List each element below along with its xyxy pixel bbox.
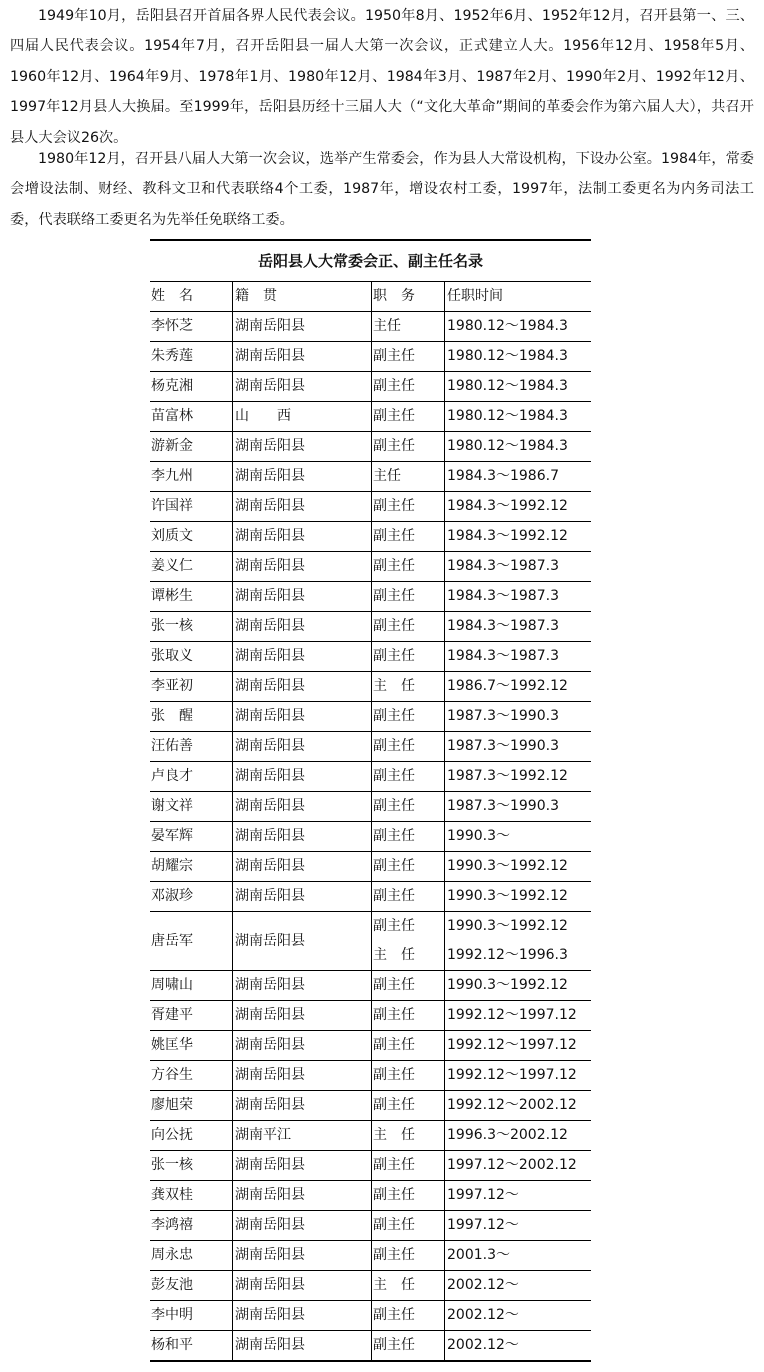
cell-origin: 湖南岳阳县 [233, 1061, 372, 1091]
cell-origin: 湖南岳阳县 [233, 1031, 372, 1061]
table-row [150, 852, 591, 882]
cell-post [372, 1301, 445, 1331]
cell-name: 李亚初 [150, 672, 233, 702]
cell-name: 龚双桂 [150, 1181, 233, 1211]
cell-term [445, 732, 592, 762]
cell-origin: 湖南岳阳县 [233, 372, 372, 402]
term-line: 1987.3～1992.12 [447, 768, 568, 784]
cell-post [372, 402, 445, 432]
table-row [150, 432, 591, 462]
cell-origin: 湖南岳阳县 [233, 702, 372, 732]
term-line: 1997.12～ [447, 1217, 519, 1233]
table-row [150, 882, 591, 912]
table-row [150, 912, 591, 971]
cell-post [372, 882, 445, 912]
cell-name: 许国祥 [150, 492, 233, 522]
post-line: 副主任 [373, 918, 415, 934]
post-line: 副主任 [373, 1157, 415, 1173]
standing-committee-paragraph: 1980年12月，召开县八届人大第一次会议，选举产生常委会，作为县人大常设机构，下设办公室。1984年，常委会增设法制、财经、教科文卫和代表联络4个工委，1987年，增设农村工委，1997年，法制工委更名为内务司法工委，代表联络工委更名为先举任免联络工委。 [10, 151, 754, 228]
post-line: 副主任 [373, 1307, 415, 1323]
intro-paragraph: 1949年10月，岳阳县召开首届各界人民代表会议。1950年8月、1952年6月、1952年12月，召开县第一、三、四届人民代表会议。1954年7月，召开岳阳县一届人大第一次会议，正式建立人大。1956年12月、1958年5月、1960年12月、1964年9月、1978年1月、1980年12月、1984年3月、1987年2月、1990年2月、1992年12月、1997年12月县人大换届。至1999年，岳阳县历经十三届人大（“文化大革命”期间的革委会作为第六届人大），共召开县人大会议26次。 [10, 8, 754, 146]
cell-origin: 湖南岳阳县 [233, 971, 372, 1001]
term-line: 1984.3～1992.12 [447, 528, 568, 544]
cell-term [445, 462, 592, 492]
table-row [150, 372, 591, 402]
table-row [150, 762, 591, 792]
post-line: 副主任 [373, 798, 415, 814]
table-row [150, 402, 591, 432]
cell-origin: 湖南岳阳县 [233, 462, 372, 492]
post-line: 副主任 [373, 1217, 415, 1233]
post-line: 主任 [373, 468, 401, 484]
post-line: 副主任 [373, 1067, 415, 1083]
cell-origin: 湖南岳阳县 [233, 432, 372, 462]
post-line: 副主任 [373, 438, 415, 454]
table-row [150, 971, 591, 1001]
table-row [150, 522, 591, 552]
post-line: 副主任 [373, 378, 415, 394]
cell-name: 谭彬生 [150, 582, 233, 612]
cell-post [372, 1151, 445, 1181]
cell-post [372, 971, 445, 1001]
cell-term [445, 612, 592, 642]
cell-post [372, 1061, 445, 1091]
term-line: 1990.3～1992.12 [447, 858, 568, 874]
cell-term [445, 1001, 592, 1031]
cell-origin: 湖南岳阳县 [233, 342, 372, 372]
cell-post [372, 462, 445, 492]
cell-term [445, 492, 592, 522]
cell-name: 姚匡华 [150, 1031, 233, 1061]
table-row [150, 792, 591, 822]
cell-post [372, 552, 445, 582]
table-bottom-rule [150, 1360, 591, 1362]
cell-term [445, 522, 592, 552]
cell-origin: 湖南岳阳县 [233, 492, 372, 522]
term-line: 1990.3～ [447, 828, 510, 844]
cell-name: 胡耀宗 [150, 852, 233, 882]
term-line: 1984.3～1992.12 [447, 498, 568, 514]
cell-name: 卢良才 [150, 762, 233, 792]
cell-term [445, 912, 592, 971]
table-row [150, 822, 591, 852]
term-line: 1980.12～1984.3 [447, 408, 568, 424]
post-line: 副主任 [373, 858, 415, 874]
table-row [150, 1331, 591, 1361]
post-line: 副主任 [373, 498, 415, 514]
cell-origin: 湖南平江 [233, 1121, 372, 1151]
cell-name: 李九州 [150, 462, 233, 492]
cell-origin: 湖南岳阳县 [233, 1181, 372, 1211]
post-line: 副主任 [373, 708, 415, 724]
header-post: 职 务 [372, 282, 445, 312]
term-line: 1987.3～1990.3 [447, 798, 559, 814]
cell-origin: 湖南岳阳县 [233, 642, 372, 672]
cell-name: 唐岳军 [150, 912, 233, 971]
table-row [150, 1001, 591, 1031]
term-line: 1990.3～1992.12 [447, 888, 568, 904]
post-line: 副主任 [373, 1097, 415, 1113]
term-line: 2001.3～ [447, 1247, 510, 1263]
cell-origin: 湖南岳阳县 [233, 1301, 372, 1331]
cell-term [445, 1331, 592, 1361]
cell-name: 周永忠 [150, 1241, 233, 1271]
table-row [150, 1091, 591, 1121]
post-line: 副主任 [373, 977, 415, 993]
cell-name: 苗富林 [150, 402, 233, 432]
table-row [150, 1151, 591, 1181]
term-line: 1992.12～1996.3 [447, 947, 568, 963]
cell-origin: 湖南岳阳县 [233, 312, 372, 342]
cell-post [372, 792, 445, 822]
post-line: 副主任 [373, 768, 415, 784]
term-line: 1986.7～1992.12 [447, 678, 568, 694]
cell-term [445, 312, 592, 342]
header-origin: 籍 贯 [233, 282, 372, 312]
post-line: 副主任 [373, 1337, 415, 1353]
post-line: 副主任 [373, 528, 415, 544]
table-row [150, 342, 591, 372]
table-row [150, 1121, 591, 1151]
cell-term [445, 642, 592, 672]
term-line: 1980.12～1984.3 [447, 318, 568, 334]
cell-term [445, 432, 592, 462]
table-row [150, 1031, 591, 1061]
term-line: 1997.12～2002.12 [447, 1157, 577, 1173]
header-term: 任职时间 [447, 288, 503, 304]
cell-post [372, 1331, 445, 1361]
cell-post [372, 372, 445, 402]
cell-name: 李怀芝 [150, 312, 233, 342]
cell-name: 谢文祥 [150, 792, 233, 822]
post-line: 主 任 [373, 678, 415, 694]
cell-name: 晏军辉 [150, 822, 233, 852]
term-line: 1997.12～ [447, 1187, 519, 1203]
cell-term [445, 1181, 592, 1211]
cell-post [372, 702, 445, 732]
post-line: 副主任 [373, 648, 415, 664]
table-row [150, 1211, 591, 1241]
term-line: 1987.3～1990.3 [447, 738, 559, 754]
cell-name: 李鸿禧 [150, 1211, 233, 1241]
cell-origin: 湖南岳阳县 [233, 882, 372, 912]
cell-name: 张一核 [150, 612, 233, 642]
table-row [150, 462, 591, 492]
term-line: 1987.3～1990.3 [447, 708, 559, 724]
table-row [150, 1271, 591, 1301]
cell-name: 周啸山 [150, 971, 233, 1001]
post-line: 主任 [373, 318, 401, 334]
term-line: 1980.12～1984.3 [447, 378, 568, 394]
term-line: 1984.3～1987.3 [447, 618, 559, 634]
cell-term [445, 1301, 592, 1331]
cell-post [372, 642, 445, 672]
cell-origin: 湖南岳阳县 [233, 1271, 372, 1301]
cell-origin: 湖南岳阳县 [233, 672, 372, 702]
cell-origin: 湖南岳阳县 [233, 822, 372, 852]
cell-name: 姜义仁 [150, 552, 233, 582]
table-row [150, 582, 591, 612]
cell-origin: 湖南岳阳县 [233, 582, 372, 612]
cell-post [372, 582, 445, 612]
cell-term [445, 1241, 592, 1271]
table-row [150, 642, 591, 672]
table-row [150, 612, 591, 642]
post-line: 副主任 [373, 888, 415, 904]
cell-post [372, 612, 445, 642]
term-line: 2002.12～ [447, 1277, 519, 1293]
cell-name: 朱秀莲 [150, 342, 233, 372]
post-line: 副主任 [373, 348, 415, 364]
cell-origin: 湖南岳阳县 [233, 762, 372, 792]
cell-term [445, 1031, 592, 1061]
cell-post [372, 522, 445, 552]
cell-origin: 湖南岳阳县 [233, 552, 372, 582]
cell-origin: 湖南岳阳县 [233, 852, 372, 882]
cell-post [372, 342, 445, 372]
cell-post [372, 732, 445, 762]
cell-term [445, 552, 592, 582]
cell-name: 向公抚 [150, 1121, 233, 1151]
table-title: 岳阳县人大常委会正、副主任名录 [150, 239, 591, 282]
cell-origin: 湖南岳阳县 [233, 612, 372, 642]
cell-post [372, 1091, 445, 1121]
table-row [150, 312, 591, 342]
term-line: 1992.12～1997.12 [447, 1037, 577, 1053]
term-line: 1990.3～1992.12 [447, 918, 568, 934]
table-row [150, 702, 591, 732]
cell-origin: 湖南岳阳县 [233, 912, 372, 971]
cell-origin: 湖南岳阳县 [233, 1001, 372, 1031]
cell-post [372, 762, 445, 792]
cell-term [445, 1271, 592, 1301]
term-line: 1996.3～2002.12 [447, 1127, 568, 1143]
cell-origin: 湖南岳阳县 [233, 1151, 372, 1181]
post-line: 副主任 [373, 618, 415, 634]
cell-name: 汪佑善 [150, 732, 233, 762]
cell-post [372, 822, 445, 852]
cell-term [445, 971, 592, 1001]
cell-post [372, 492, 445, 522]
post-line: 副主任 [373, 408, 415, 424]
term-line: 1980.12～1984.3 [447, 348, 568, 364]
cell-term [445, 852, 592, 882]
cell-term [445, 582, 592, 612]
table-row [150, 1061, 591, 1091]
cell-origin: 湖南岳阳县 [233, 1241, 372, 1271]
term-line: 2002.12～ [447, 1307, 519, 1323]
cell-post [372, 1211, 445, 1241]
header-name: 姓 名 [151, 288, 193, 304]
cell-post [372, 912, 445, 971]
cell-term [445, 372, 592, 402]
cell-origin: 湖南岳阳县 [233, 522, 372, 552]
cell-post [372, 1001, 445, 1031]
cell-name: 张取义 [150, 642, 233, 672]
cell-name: 廖旭荣 [150, 1091, 233, 1121]
term-line: 2002.12～ [447, 1337, 519, 1353]
cell-origin: 湖南岳阳县 [233, 1091, 372, 1121]
table-header-row [150, 282, 591, 312]
table-row [150, 1181, 591, 1211]
cell-term [445, 822, 592, 852]
post-line: 副主任 [373, 1187, 415, 1203]
post-line: 副主任 [373, 1037, 415, 1053]
table-row [150, 1301, 591, 1331]
table-row [150, 552, 591, 582]
cell-term [445, 1091, 592, 1121]
leaders-table [150, 239, 591, 1362]
cell-name: 杨克湘 [150, 372, 233, 402]
cell-post [372, 1271, 445, 1301]
cell-term [445, 762, 592, 792]
term-line: 1992.12～1997.12 [447, 1007, 577, 1023]
cell-post [372, 1121, 445, 1151]
cell-origin: 湖南岳阳县 [233, 792, 372, 822]
cell-term [445, 702, 592, 732]
table-row [150, 732, 591, 762]
cell-name: 游新金 [150, 432, 233, 462]
cell-post [372, 1031, 445, 1061]
cell-term [445, 1211, 592, 1241]
term-line: 1984.3～1987.3 [447, 558, 559, 574]
cell-name: 张一核 [150, 1151, 233, 1181]
cell-name: 胥建平 [150, 1001, 233, 1031]
cell-origin: 山 西 [233, 402, 372, 432]
cell-term [445, 402, 592, 432]
term-line: 1992.12～2002.12 [447, 1097, 577, 1113]
cell-post [372, 432, 445, 462]
term-line: 1980.12～1984.3 [447, 438, 568, 454]
cell-term [445, 1121, 592, 1151]
cell-name: 张 醒 [150, 702, 233, 732]
cell-post [372, 312, 445, 342]
post-line: 副主任 [373, 738, 415, 754]
cell-term [445, 792, 592, 822]
post-line: 副主任 [373, 1247, 415, 1263]
term-line: 1992.12～1997.12 [447, 1067, 577, 1083]
cell-term [445, 342, 592, 372]
post-line: 副主任 [373, 1007, 415, 1023]
post-line: 副主任 [373, 558, 415, 574]
term-line: 1984.3～1987.3 [447, 648, 559, 664]
term-line: 1984.3～1986.7 [447, 468, 559, 484]
term-line: 1984.3～1987.3 [447, 588, 559, 604]
cell-name: 彭友池 [150, 1271, 233, 1301]
cell-name: 方谷生 [150, 1061, 233, 1091]
cell-name: 李中明 [150, 1301, 233, 1331]
post-line: 副主任 [373, 588, 415, 604]
cell-post [372, 1241, 445, 1271]
table-row [150, 672, 591, 702]
cell-term [445, 1061, 592, 1091]
cell-post [372, 852, 445, 882]
post-line: 副主任 [373, 828, 415, 844]
cell-name: 刘质文 [150, 522, 233, 552]
cell-post [372, 1181, 445, 1211]
cell-origin: 湖南岳阳县 [233, 1211, 372, 1241]
cell-origin: 湖南岳阳县 [233, 732, 372, 762]
term-line: 1990.3～1992.12 [447, 977, 568, 993]
cell-name: 杨和平 [150, 1331, 233, 1361]
cell-term [445, 672, 592, 702]
post-line: 主 任 [373, 1127, 415, 1143]
cell-name: 邓淑珍 [150, 882, 233, 912]
cell-term [445, 1151, 592, 1181]
cell-term [445, 882, 592, 912]
post-line: 主 任 [373, 1277, 415, 1293]
table-row [150, 492, 591, 522]
cell-post [372, 672, 445, 702]
cell-origin: 湖南岳阳县 [233, 1331, 372, 1361]
post-line: 主 任 [373, 947, 415, 963]
table-row [150, 1241, 591, 1271]
